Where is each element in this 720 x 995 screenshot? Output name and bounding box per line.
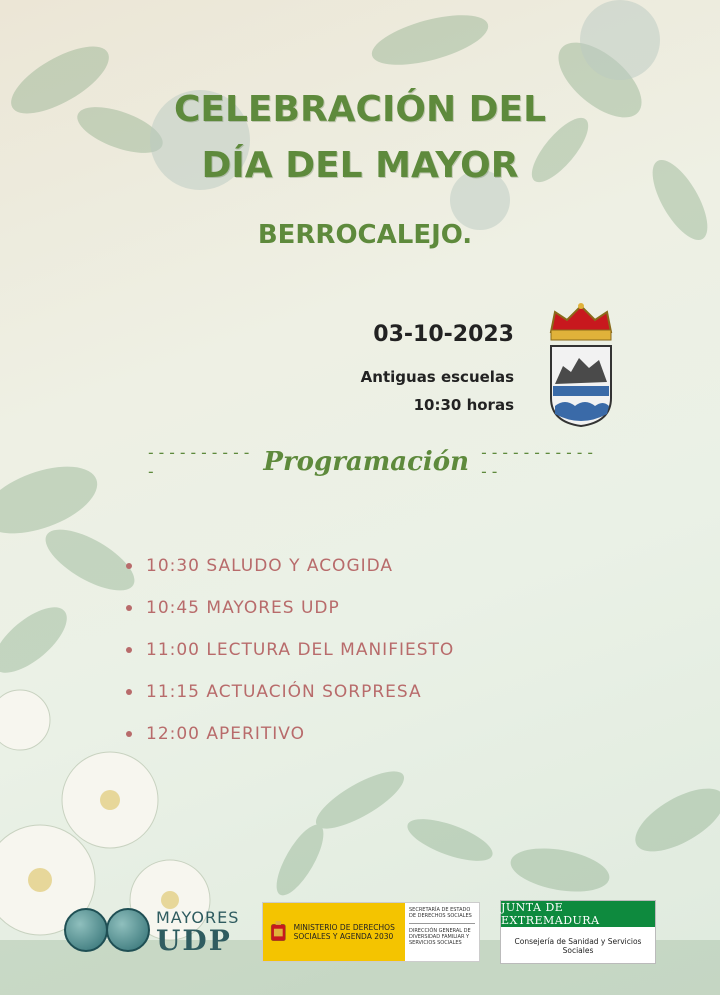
event-title xyxy=(150,82,570,194)
mayores-udp-logo xyxy=(64,904,254,964)
bullet-icon xyxy=(126,731,132,737)
bullet-icon xyxy=(126,605,132,611)
consejeria-text: Consejería de Sanidad y Servicios Sociales xyxy=(514,937,642,955)
globe-icon xyxy=(64,908,108,952)
agenda-item xyxy=(126,713,454,755)
event-place: BERROCALEJO. xyxy=(257,220,473,250)
program-heading xyxy=(146,443,606,481)
agenda-item-text: 12:00 APERITIVO xyxy=(146,724,305,744)
junta-title: JUNTA DE EXTREMADURA xyxy=(501,901,655,927)
coat-of-arms-icon xyxy=(545,302,617,428)
agenda-item xyxy=(126,671,454,713)
title-line-2: DÍA DEL MAYOR xyxy=(201,145,519,186)
bullet-icon xyxy=(126,689,132,695)
udp-line-2: UDP xyxy=(156,924,232,957)
event-date: 03-10-2023 xyxy=(373,322,514,347)
secretaria-text: SECRETARÍA DE ESTADO DE DERECHOS SOCIALES xyxy=(409,907,472,919)
agenda-item xyxy=(126,629,454,671)
agenda-list xyxy=(126,545,454,755)
heading-dashes-right: ------------- xyxy=(479,443,597,481)
ministerio-banner xyxy=(263,903,405,961)
agenda-item-text: 11:00 LECTURA DEL MANIFIESTO xyxy=(146,640,455,660)
agenda-item-text: 11:15 ACTUACIÓN SORPRESA xyxy=(146,682,422,702)
divider xyxy=(409,923,475,924)
direccion-text: DIRECCIÓN GENERAL DE DIVERSIDAD FAMILIAR Y SERVICIOS SOCIALES xyxy=(409,928,471,946)
agenda-item xyxy=(126,545,454,587)
heading-dashes-left: ----------- xyxy=(146,443,253,481)
bullet-icon xyxy=(126,563,132,569)
agenda-item xyxy=(126,587,454,629)
udp-line-1: MAYORES xyxy=(156,908,240,927)
sponsor-logos xyxy=(0,898,720,968)
program-title: Programación xyxy=(263,447,470,477)
agenda-item-text: 10:45 MAYORES UDP xyxy=(146,598,340,618)
title-line-1: CELEBRACIÓN DEL xyxy=(173,89,547,130)
ministerio-subtext xyxy=(405,903,479,961)
ministerio-logo xyxy=(262,902,480,962)
spain-shield-icon xyxy=(269,910,288,954)
globe-icon xyxy=(106,908,150,952)
event-venue: Antiguas escuelas xyxy=(360,368,514,386)
event-time: 10:30 horas xyxy=(413,396,514,414)
agenda-item-text: 10:30 SALUDO Y ACOGIDA xyxy=(146,556,394,576)
bullet-icon xyxy=(126,647,132,653)
junta-extremadura-logo xyxy=(500,900,656,964)
ministerio-text: MINISTERIO DE DERECHOS SOCIALES Y AGENDA 2030 xyxy=(293,923,395,941)
